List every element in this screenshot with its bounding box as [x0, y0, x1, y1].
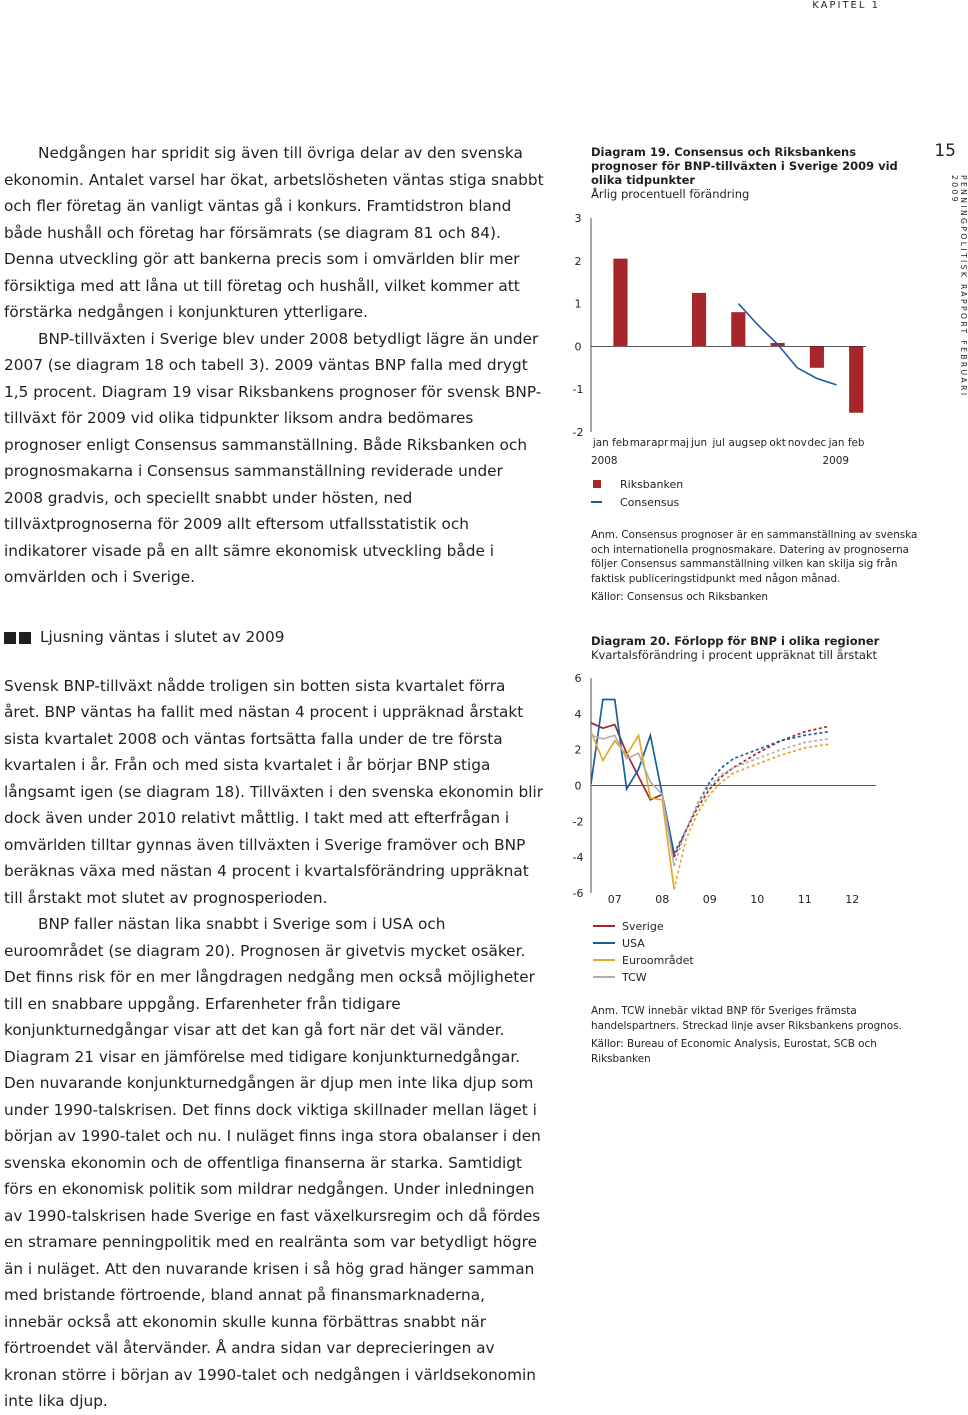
x-tick-label: jul: [712, 437, 725, 449]
y-tick-label: 2: [574, 254, 582, 268]
figure-19-notes: [570, 528, 920, 609]
x-tick-label: 10: [750, 893, 765, 906]
x-tick-label: 08: [655, 893, 670, 906]
figure-19-subtitle: Årlig procentuell förändring: [591, 187, 750, 201]
figure-19-note: Anm. Consensus prognoser är en sammanställning av svenska och internationella prognosmakare. Datering av prognoserna följer Consensus sammanställning vilken kan skilja sig från faktisk publiceringstidpunkt med någon månad.: [591, 529, 918, 585]
paragraph-4: BNP faller nästan lika snabbt i Sverige som i USA och euroområdet (se diagram 20). Prognosen är givetvis mycket osäker. Det finns risk för en mer långdragen nedgång men också möjligheter till en snabbare uppgång. Erfarenheter från tidigare konjunkturnedgångar visar att det kan gå fort när det väl vänder. Diagram 21 visar en jämförelse med tidigare konjunkturnedgångar. Den nuvarande konjunkturnedgången är djup men inte lika djup som under 1990-talskrisen. Det finns dock viktiga skillnader mellan läget i början av 1990-talet och nu. I nuläget finns inga stora obalanser i den svenska ekonomin och de offentliga finanserna är starka. Samtidigt förs en ekonomisk politik som mildrar nedgången. Under inledningen av 1990-talskrisen hade Sverige en fast växelkursregim och då fördes en stramare penningpolitik med en realränta som var betydligt högre än i nuläget. Att den nuvarande krisen i så hög grad hänger samman med bristande förtroende, bland annat på finansmarknaderna, innebär också att ekonomin skulle kunna förbättras snabbt när förtroendet väl återvänder. Å andra sidan var deprecieringen av kronan större i början av 1990-talet och nedgången i världsekonomin inte lika djup.: [4, 915, 541, 1410]
x-tick-label: feb: [612, 437, 629, 449]
x-tick-label: mar: [629, 437, 651, 449]
section-heading: [4, 625, 544, 651]
forecast-line-usa: [674, 732, 828, 854]
figure-19: [570, 145, 920, 201]
x-tick-label: 11: [797, 893, 812, 906]
x-tick-label: jun: [691, 437, 708, 449]
y-tick-label: 2: [574, 743, 582, 757]
x-tick-label: aug: [728, 437, 749, 449]
square-bullet-icon: [19, 632, 31, 644]
legend-label-usa: USA: [622, 937, 645, 950]
figure-19-title: Diagram 19. Consensus och Riksbankens prognoser för BNP-tillväxten i Sverige 2009 vid olika tidpunkter: [591, 145, 898, 187]
y-tick-label: 1: [574, 297, 582, 311]
bar-riksbanken: [731, 312, 745, 346]
figure-20-subtitle: Kvartalsförändring i procent uppräknat till årstakt: [591, 648, 878, 662]
figure-20-title: Diagram 20. Förlopp för BNP i olika regioner: [591, 634, 880, 648]
figure-19-source: Källor: Consensus och Riksbanken: [591, 591, 768, 603]
year-label-2009: 2009: [822, 455, 849, 467]
x-tick-label: jan: [592, 437, 609, 449]
page-number: 15: [934, 141, 956, 161]
paragraph-1: Nedgången har spridit sig även till övriga delar av den svenska ekonomin. Antalet varsel har ökat, arbetslösheten väntas stiga snabbt och fler företag än vanligt väntas gå i konkurs. Framtidstron bland både hushåll och företag har försämrats (se diagram 81 och 84). Denna utveckling gör att bankerna precis som i omvärlden blir mer försiktiga med att låna ut till företag och hushåll, vilket kommer att förstärka nedgången i konjunkturen ytterligare.: [4, 144, 544, 321]
figure-20-note: Anm. TCW innebär viktad BNP för Sveriges främsta handelspartners. Streckad linje avser Riksbankens prognos.: [591, 1005, 902, 1032]
figure-19-chart: [570, 200, 920, 520]
legend-label-riksbanken: Riksbanken: [620, 478, 684, 491]
x-tick-label: maj: [669, 437, 690, 449]
figure-20-chart: [570, 668, 920, 998]
legend-swatch-riksbanken: [593, 480, 601, 488]
legend-label-tcw: TCW: [622, 971, 647, 984]
main-text-column: [4, 140, 544, 1415]
line-consensus: [738, 304, 836, 385]
y-tick-label: -1: [572, 383, 584, 397]
report-title-vertical: PENNINGPOLITISK RAPPORT FEBRUARI 2009: [950, 175, 968, 398]
legend-label-sverige: Sverige: [622, 920, 664, 933]
y-tick-label: -6: [572, 887, 584, 900]
figure-20-source: Källor: Bureau of Economic Analysis, Eurostat, SCB och Riksbanken: [591, 1038, 877, 1065]
section-heading-text: Ljusning väntas i slutet av 2009: [40, 628, 285, 647]
x-tick-label: jan: [828, 437, 845, 449]
figure-20: [570, 634, 920, 662]
legend-label-consensus: Consensus: [620, 496, 680, 509]
x-tick-label: nov: [787, 437, 807, 449]
y-tick-label: -4: [572, 851, 584, 865]
year-label-2008: 2008: [591, 455, 618, 467]
bar-riksbanken: [810, 346, 824, 367]
y-tick-label: 3: [574, 212, 582, 225]
x-tick-label: apr: [651, 437, 669, 449]
chapter-header: KAPITEL 1: [812, 0, 880, 11]
legend-label-euroområdet: Euroområdet: [622, 954, 694, 967]
y-tick-label: -2: [572, 426, 584, 439]
x-tick-label: 12: [845, 893, 860, 906]
figure-20-notes: [570, 1004, 920, 1070]
y-tick-label: 6: [574, 672, 582, 685]
y-tick-label: 0: [574, 340, 582, 354]
line-usa: [591, 700, 674, 854]
paragraph-2: BNP-tillväxten i Sverige blev under 2008 betydligt lägre än under 2007 (se diagram 18 och tabell 3). 2009 väntas BNP falla med drygt 1,5 procent. Diagram 19 visar Riksbankens prognoser för svensk BNP-tillväxt för 2009 vid olika tidpunkter liksom andra bedömares prognoser enligt Consensus sammanställning. Både Riksbanken och prognosmakarna i Consensus sammanställning reviderade under 2008 gradvis, och speciellt snabbt under hösten, ned tillväxtprognoserna för 2009 allt eftersom utfallsstatistik och indikatorer visade på en allt sämre ekonomisk utveckling både i omvärlden och i Sverige.: [4, 329, 542, 586]
forecast-line-euroområdet: [674, 744, 828, 889]
forecast-line-sverige: [674, 726, 828, 857]
x-tick-label: 09: [702, 893, 717, 906]
y-tick-label: -2: [572, 815, 584, 829]
y-tick-label: 0: [574, 779, 582, 793]
paragraph-3: Svensk BNP-tillväxt nådde troligen sin botten sista kvartalet förra året. BNP väntas ha fallit med nästan 4 procent i uppräknad årstakt sista kvartalet 2008 och väntas fortsätta falla under de tre första kvartalen i år. Från och med sista kvartalet i år börjar BNP stiga långsamt igen (se diagram 18). Tillväxten i den svenska ekonomin blir dock även under 2010 relativt måttlig. I takt med att efterfrågan i omvärlden tilltar gynnas även tillväxten i Sverige framöver och BNP beräknas växa med nästan 4 procent i kvartalsförändring uppräknat till årstakt mot slutet av prognosperioden.: [4, 676, 544, 907]
bar-riksbanken: [849, 346, 863, 412]
square-bullet-icon: [4, 632, 16, 644]
bar-riksbanken: [613, 259, 627, 347]
forecast-line-tcw: [674, 739, 828, 866]
x-tick-label: sep: [748, 437, 768, 449]
bar-riksbanken: [692, 293, 706, 347]
x-tick-label: okt: [769, 437, 786, 449]
x-tick-label: feb: [847, 437, 865, 449]
x-tick-label: 07: [607, 893, 622, 906]
x-tick-label: dec: [807, 437, 827, 449]
y-tick-label: 4: [574, 707, 582, 721]
